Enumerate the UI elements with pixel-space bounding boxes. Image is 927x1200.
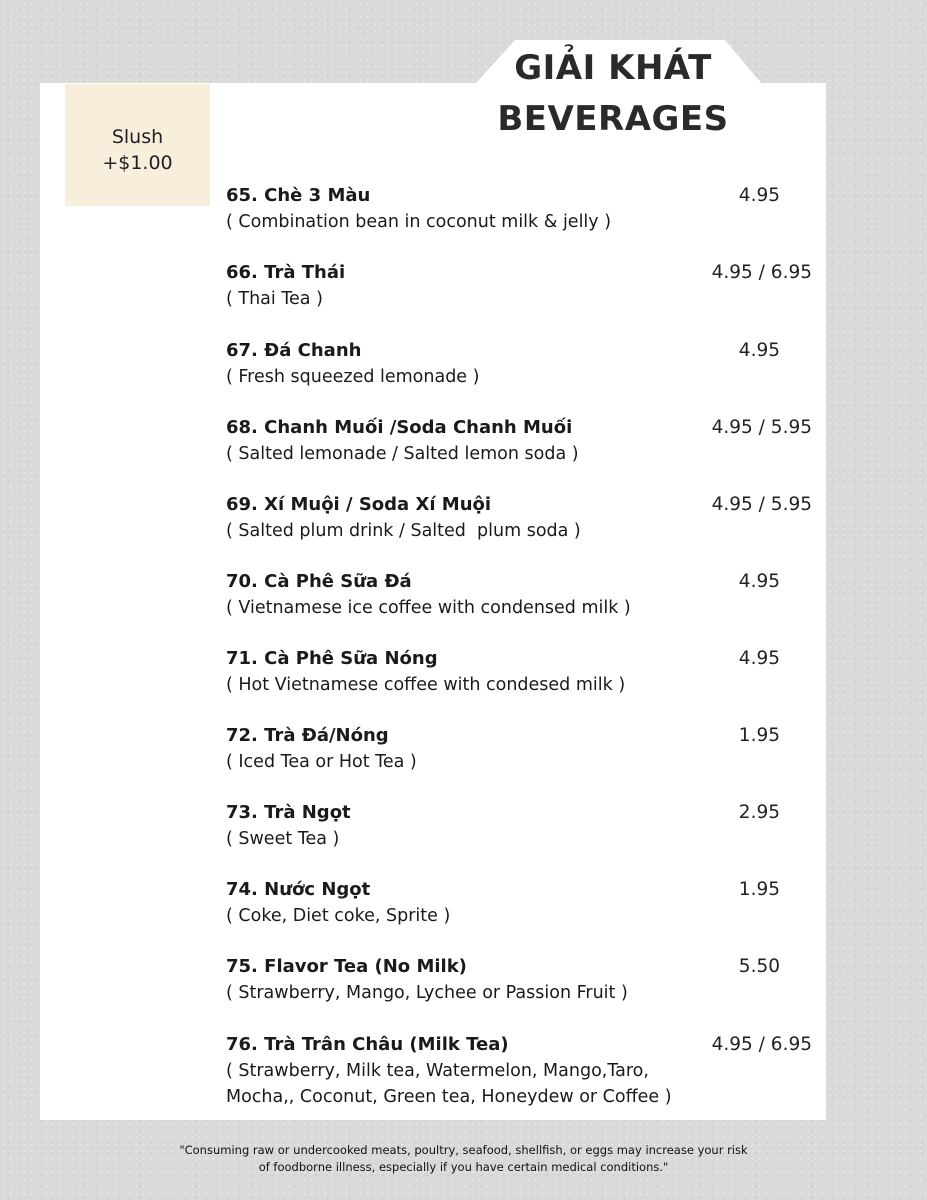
item-name: 72. Trà Đá/Nóng — [226, 725, 389, 746]
item-price: 4.95 / 5.95 — [711, 494, 812, 515]
item-description: ( Thai Tea ) — [226, 289, 323, 309]
slush-price: +$1.00 — [102, 152, 173, 174]
item-name: 69. Xí Muội / Soda Xí Muội — [226, 494, 492, 515]
item-name: 74. Nước Ngọt — [226, 879, 371, 900]
item-price: 4.95 / 5.95 — [711, 417, 812, 438]
item-price: 1.95 — [738, 725, 780, 746]
item-description: ( Hot Vietnamese coffee with condesed milk ) — [226, 675, 626, 695]
item-name: 75. Flavor Tea (No Milk) — [226, 956, 467, 977]
item-name: 71. Cà Phê Sữa Nóng — [226, 648, 438, 669]
item-price: 1.95 — [738, 879, 780, 900]
item-name: 66. Trà Thái — [226, 262, 346, 283]
item-price: 5.50 — [738, 956, 780, 977]
item-name: 65. Chè 3 Màu — [226, 185, 371, 206]
section-title-english: BEVERAGES — [497, 99, 729, 139]
item-description: ( Fresh squeezed lemonade ) — [226, 367, 480, 387]
item-name: 73. Trà Ngọt — [226, 802, 351, 823]
item-description: ( Vietnamese ice coffee with condensed milk ) — [226, 598, 631, 618]
item-price: 4.95 / 6.95 — [711, 262, 812, 283]
item-name: 68. Chanh Muối /Soda Chanh Muối — [226, 417, 573, 438]
slush-label: Slush — [111, 126, 164, 148]
item-description: ( Strawberry, Milk tea, Watermelon, Mango,Taro, Mocha,, Coconut, Green tea, Honeydew or Coffee ) — [226, 1061, 672, 1107]
item-name: 76. Trà Trân Châu (Milk Tea) — [226, 1034, 509, 1055]
item-description: ( Salted lemonade / Salted lemon soda ) — [226, 444, 579, 464]
section-title-vietnamese: GIẢI KHÁT — [514, 48, 712, 88]
item-description: ( Combination bean in coconut milk & jelly ) — [226, 212, 612, 232]
item-description: ( Salted plum drink / Salted plum soda ) — [226, 521, 581, 541]
item-price: 4.95 — [738, 648, 780, 669]
item-name: 67. Đá Chanh — [226, 340, 362, 361]
item-description: ( Strawberry, Mango, Lychee or Passion Fruit ) — [226, 983, 628, 1003]
item-price: 4.95 / 6.95 — [711, 1034, 812, 1055]
item-price: 4.95 — [738, 571, 780, 592]
health-notice-line-1: "Consuming raw or undercooked meats, poultry, seafood, shellfish, or eggs may increase your risk — [179, 1143, 748, 1157]
item-price: 4.95 — [738, 340, 780, 361]
item-description: ( Sweet Tea ) — [226, 829, 340, 849]
item-name: 70. Cà Phê Sữa Đá — [226, 571, 412, 592]
item-description: ( Coke, Diet coke, Sprite ) — [226, 906, 451, 926]
item-description: ( Iced Tea or Hot Tea ) — [226, 752, 417, 772]
item-price: 4.95 — [738, 185, 780, 206]
item-price: 2.95 — [738, 802, 780, 823]
health-notice-line-2: of foodborne illness, especially if you have certain medical conditions." — [258, 1160, 669, 1174]
